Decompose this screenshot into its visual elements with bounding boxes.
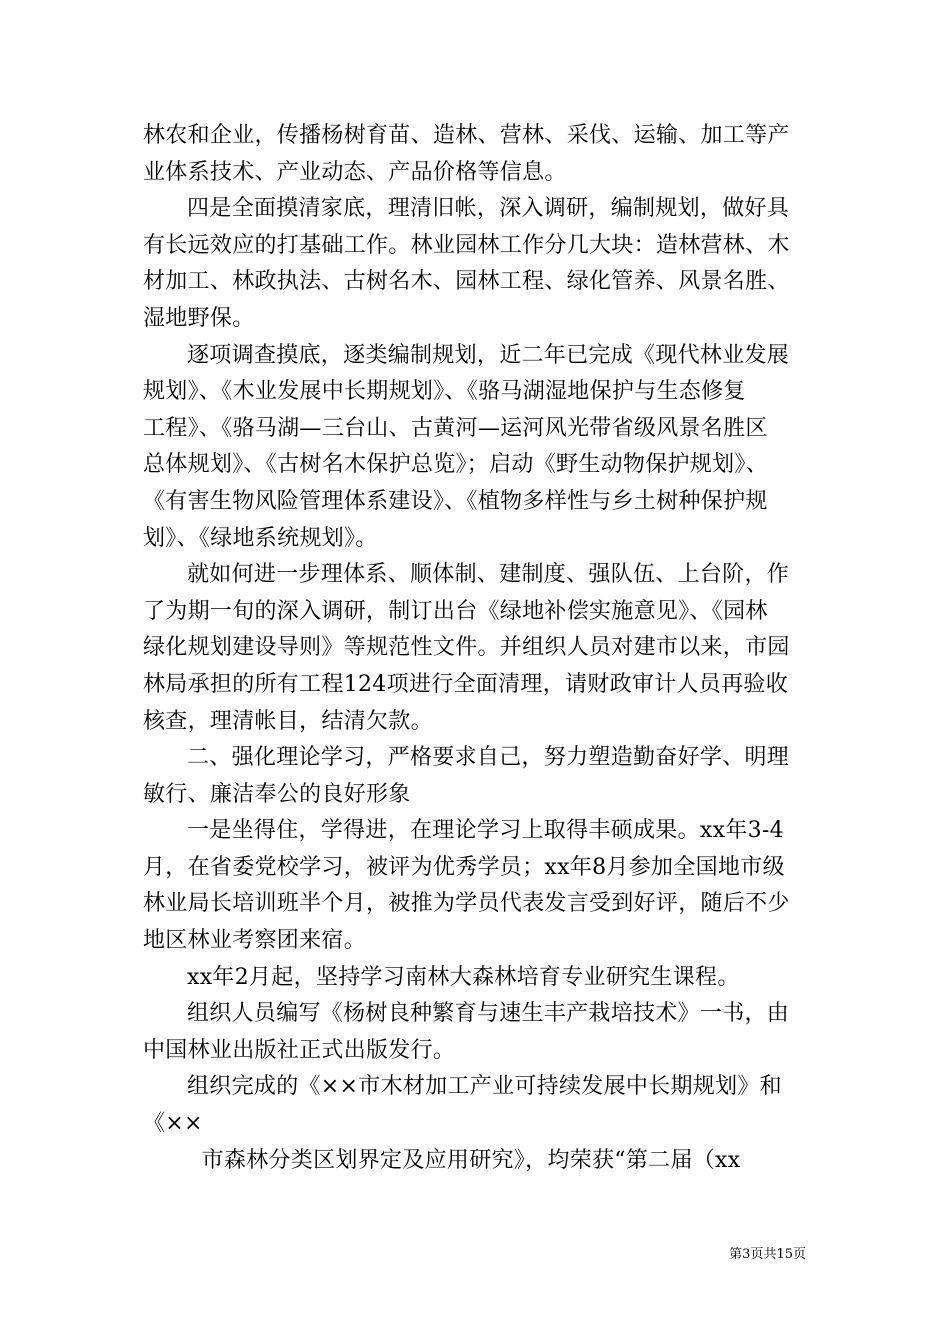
text-line: 就如何进一步理体系、顺体制、建制度、强队伍、上台阶，作 <box>187 562 790 588</box>
text-line: 组织人员编写《杨树良种繁育与速生丰产栽培技术》一书，由 <box>187 1001 790 1027</box>
text-line: 有长远效应的打基础工作。林业园林工作分几大块：造林营林、木 <box>143 232 790 258</box>
text-line: 工程》、《骆马湖—三台山、古黄河—运河风光带省级风景名胜区 <box>143 415 768 441</box>
text-line: 四是全面摸清家底，理清旧帐，深入调研，编制规划，做好具 <box>187 196 790 222</box>
text-line: 绿化规划建设导则》等规范性文件。并组织人员对建市以来，市园 <box>143 635 790 661</box>
text-line: 业体系技术、产业动态、产品价格等信息。 <box>143 159 567 185</box>
section-heading: 敏行、廉洁奉公的良好形象 <box>143 781 411 807</box>
body-text <box>143 118 823 1179</box>
text-line: 《×× <box>143 1111 203 1137</box>
text-line: 中国林业出版社正式出版发行。 <box>143 1037 456 1063</box>
text-line: 湿地野保。 <box>143 305 255 331</box>
text-line: 地区林业考察团来宿。 <box>143 928 367 954</box>
text-line: 林局承担的所有工程124项进行全面清理，请财政审计人员再验收 <box>143 671 788 697</box>
text-line: 林业局长培训班半个月，被推为学员代表发言受到好评，随后不少 <box>143 891 790 917</box>
text-line: 了为期一旬的深入调研，制订出台《绿地补偿实施意见》、《园林 <box>143 598 768 624</box>
text-line: 逐项调查摸底，逐类编制规划，近二年已完成《现代林业发展 <box>187 342 790 368</box>
text-line: 市森林分类区划界定及应用研究》，均荣获“第二届（xx <box>187 1147 741 1173</box>
text-line: 总体规划》、《古树名木保护总览》；启动《野生动物保护规划》、 <box>143 452 769 478</box>
text-line: 材加工、林政执法、古树名木、园林工程、绿化管养、风景名胜、 <box>143 269 790 295</box>
text-line: 月，在省委党校学习，被评为优秀学员；xx年8月参加全国地市级 <box>143 854 785 880</box>
text-line: 规划》、《木业发展中长期规划》、《骆马湖湿地保护与生态修复 <box>143 379 746 405</box>
text-line: 《有害生物风险管理体系建设》、《植物多样性与乡土树种保护规 <box>143 488 768 514</box>
text-line: 划》、《绿地系统规划》。 <box>143 525 378 551</box>
text-line: 核查，理清帐目，结清欠款。 <box>143 708 433 734</box>
text-line: 林农和企业，传播杨树育苗、造林、营林、采伐、运输、加工等产 <box>143 123 790 148</box>
section-heading: 二、强化理论学习，严格要求自己，努力塑造勤奋好学、明理 <box>187 745 790 771</box>
text-line: xx年2月起，坚持学习南林大森林培育专业研究生课程。 <box>187 964 740 990</box>
text-line: 一是坐得住，学得进，在理论学习上取得丰硕成果。xx年3-4 <box>187 818 784 844</box>
page-number: 第3页共15页 <box>729 1247 806 1262</box>
text-line: 组织完成的《××市木材加工产业可持续发展中长期规划》和 <box>187 1074 782 1100</box>
